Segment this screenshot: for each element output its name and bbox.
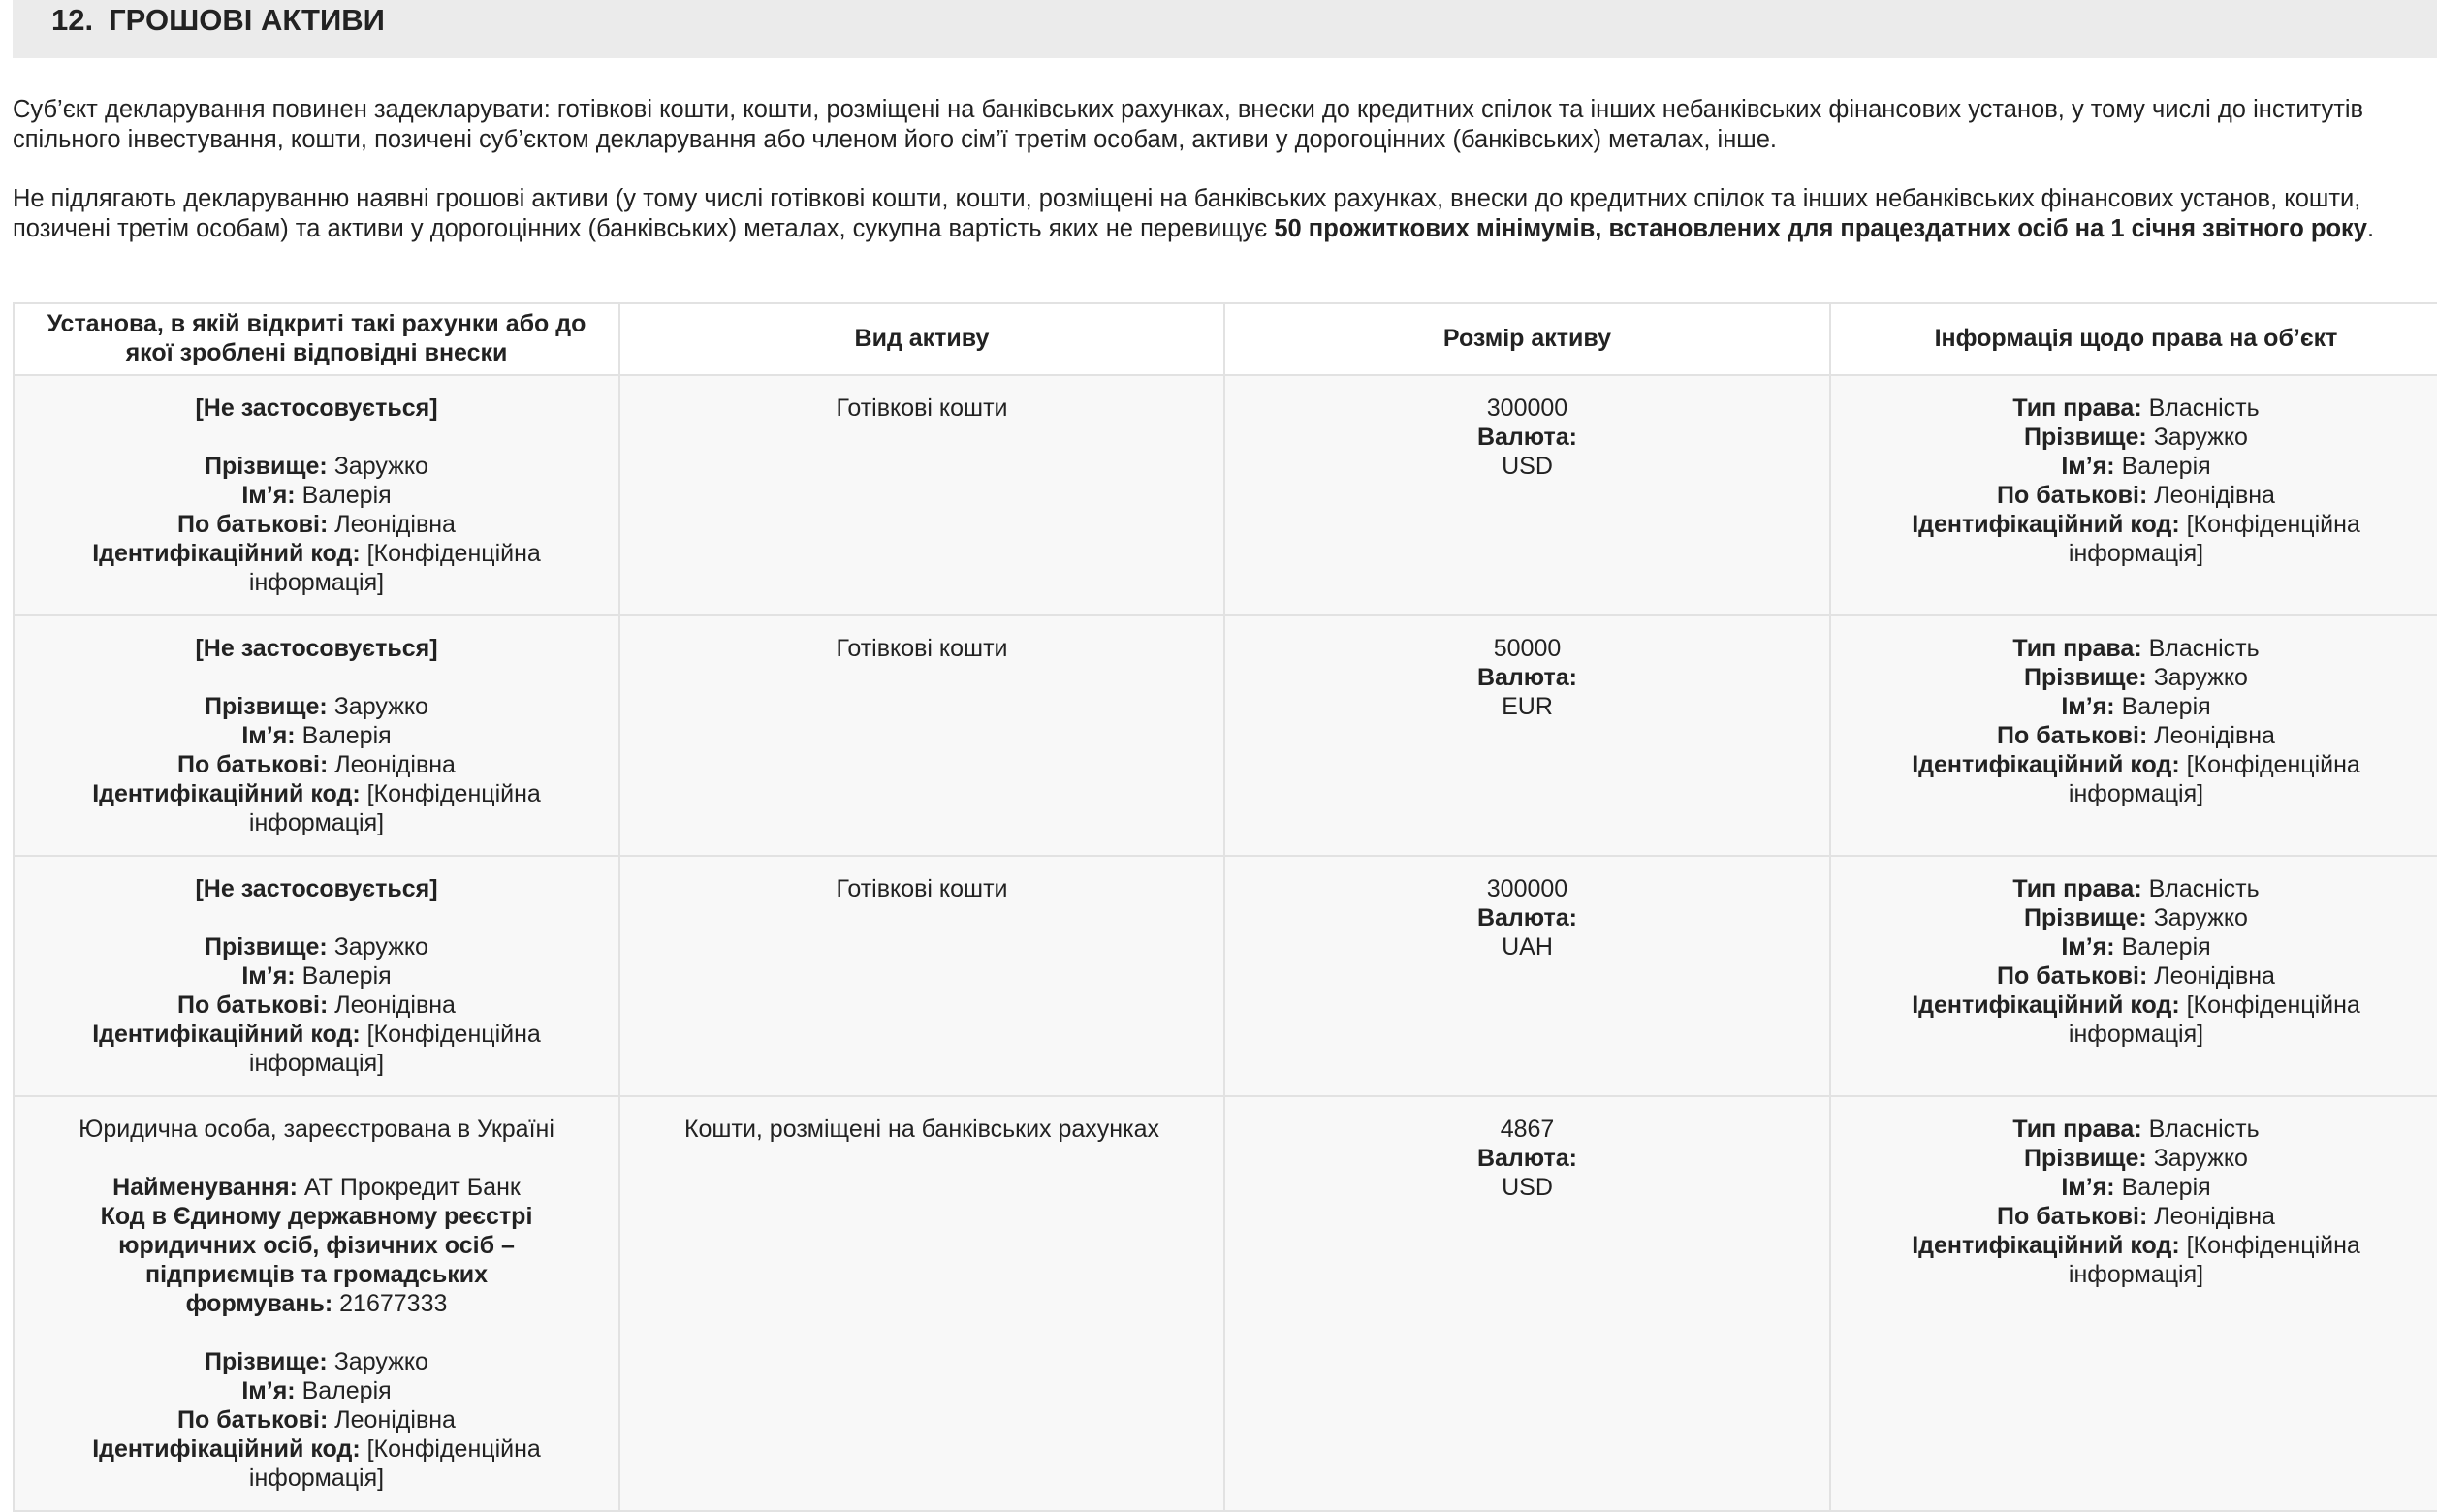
- name-label: Ім’я:: [241, 722, 296, 749]
- institution-cell: [14, 856, 619, 1096]
- right-type-value: Власність: [2148, 875, 2260, 902]
- intro-paragraph-1: Суб’єкт декларування повинен задекларувати: готівкові кошти, кошти, розміщені на банківських рахунках, внески до кредитних спілок та інших небанківських фінансових установ, у тому числі до інститутів спільного інвестування, кошти, позичені суб’єктом декларування або членом його сім’ї третім особам, активи у дорогоцінних (банківських) металах, інше.: [13, 96, 2364, 153]
- right-type-value: Власність: [2148, 394, 2260, 422]
- id-line: [1841, 991, 2431, 1020]
- surname-line: [24, 932, 609, 961]
- id-value-cont: інформація]: [2068, 1261, 2204, 1288]
- asset-size-cell: [1224, 375, 1830, 615]
- rights-cell: [1830, 856, 2437, 1096]
- currency-label: Валюта:: [1476, 424, 1578, 451]
- id-value: [Конфіденційна: [366, 780, 541, 807]
- right-type-label: Тип права:: [2012, 1116, 2142, 1143]
- currency-label: Валюта:: [1476, 1145, 1578, 1172]
- surname-line: [24, 692, 609, 721]
- name-value: Валерія: [301, 482, 392, 509]
- id-line: [1841, 1231, 2431, 1260]
- patronymic-line: [1841, 481, 2431, 510]
- currency-value: USD: [1502, 1174, 1553, 1201]
- currency-value: USD: [1502, 453, 1553, 480]
- name-line: [1841, 1173, 2431, 1202]
- patronymic-label: По батькові:: [177, 751, 329, 778]
- table-row: [14, 615, 2437, 856]
- surname-line: [1841, 663, 2431, 692]
- intro-paragraph-2: [13, 184, 2431, 244]
- id-value-cont: інформація]: [2068, 780, 2204, 807]
- right-type-value: Власність: [2148, 1116, 2260, 1143]
- id-value: [Конфіденційна: [2186, 751, 2360, 778]
- surname-line: [1841, 903, 2431, 932]
- id-value-cont: інформація]: [2068, 1021, 2204, 1048]
- name-label: Ім’я:: [2061, 933, 2115, 961]
- surname-value: Заружко: [333, 693, 428, 720]
- header-institution: Установа, в якій відкриті такі рахунки або до якої зроблені відповідні внески: [14, 303, 619, 375]
- patronymic-value: Леонідівна: [2154, 482, 2275, 509]
- amount-value: 50000: [1493, 635, 1562, 662]
- surname-value: Заружко: [333, 933, 428, 961]
- patronymic-line: [24, 750, 609, 779]
- id-value-cont: інформація]: [248, 809, 385, 836]
- intro-paragraph-2-bold: 50 прожиткових мінімумів, встановлених для працездатних осіб на 1 січня звітного року: [1274, 215, 2367, 242]
- id-value-cont: інформація]: [2068, 540, 2204, 567]
- surname-label: Прізвище:: [2024, 664, 2147, 691]
- patronymic-line: [24, 991, 609, 1020]
- id-line: [24, 539, 609, 568]
- name-line: [24, 961, 609, 991]
- section-header: [13, 0, 2437, 58]
- right-type-value: Власність: [2148, 635, 2260, 662]
- rights-cell: [1830, 375, 2437, 615]
- name-label: Ім’я:: [2061, 1174, 2115, 1201]
- id-label: Ідентифікаційний код:: [92, 1435, 361, 1463]
- patronymic-label: По батькові:: [1997, 1203, 2148, 1230]
- right-type-line: [1841, 634, 2431, 663]
- intro-paragraph-2-text: Не підлягають декларуванню наявні грошові активи (у тому числі готівкові кошти, кошти, розміщені на банківських рахунках, внески до кредитних спілок та інших небанківських фінансових установ, кошти, позичені третім особам) та активи у дорогоцінних (банківських) металах, сукупна вартість яких не перевищує: [13, 185, 2361, 242]
- id-line: [1841, 750, 2431, 779]
- patronymic-value: Леонідівна: [334, 1406, 456, 1433]
- name-value: Валерія: [2121, 1174, 2211, 1201]
- patronymic-label: По батькові:: [1997, 962, 2148, 990]
- table-header-row: [14, 303, 2437, 375]
- header-asset-size: Розмір активу: [1224, 303, 1830, 375]
- right-type-label: Тип права:: [2012, 394, 2142, 422]
- header-rights-info: Інформація щодо права на об’єкт: [1830, 303, 2437, 375]
- surname-line: [24, 452, 609, 481]
- amount-value: 300000: [1486, 394, 1568, 422]
- asset-size-cell: [1224, 615, 1830, 856]
- id-line: [24, 779, 609, 808]
- patronymic-value: Леонідівна: [334, 992, 456, 1019]
- surname-label: Прізвище:: [2024, 1145, 2147, 1172]
- name-value: Валерія: [2121, 933, 2211, 961]
- id-value-cont: інформація]: [248, 569, 385, 596]
- section-number: 12.: [51, 3, 94, 37]
- surname-label: Прізвище:: [205, 933, 328, 961]
- registry-code-label: підприємців та громадських: [145, 1261, 488, 1288]
- table-row: [14, 375, 2437, 615]
- currency-label: Валюта:: [1476, 664, 1578, 691]
- id-label: Ідентифікаційний код:: [92, 780, 361, 807]
- patronymic-label: По батькові:: [177, 511, 329, 538]
- amount-value: 4867: [1500, 1116, 1555, 1143]
- rights-cell: [1830, 1096, 2437, 1511]
- name-label: Ім’я:: [2061, 693, 2115, 720]
- amount-value: 300000: [1486, 875, 1568, 902]
- org-name-value: АТ Прокредит Банк: [303, 1174, 521, 1201]
- name-value: Валерія: [301, 722, 392, 749]
- patronymic-value: Леонідівна: [2154, 962, 2275, 990]
- right-type-label: Тип права:: [2012, 875, 2142, 902]
- id-value-cont: інформація]: [248, 1465, 385, 1492]
- surname-value: Заружко: [333, 453, 428, 480]
- surname-value: Заружко: [2153, 664, 2248, 691]
- right-type-line: [1841, 394, 2431, 423]
- id-value: [Конфіденційна: [2186, 992, 2360, 1019]
- registry-code-line: [24, 1289, 609, 1318]
- id-value: [Конфіденційна: [2186, 1232, 2360, 1259]
- patronymic-value: Леонідівна: [2154, 722, 2275, 749]
- currency-label: Валюта:: [1476, 904, 1578, 931]
- name-line: [1841, 452, 2431, 481]
- name-line: [1841, 692, 2431, 721]
- asset-type-cell: Готівкові кошти: [619, 856, 1224, 1096]
- table-row: [14, 856, 2437, 1096]
- currency-value: EUR: [1502, 693, 1553, 720]
- id-line: [24, 1434, 609, 1464]
- asset-size-cell: [1224, 856, 1830, 1096]
- id-label: Ідентифікаційний код:: [1912, 751, 2180, 778]
- spacer: [24, 663, 609, 692]
- surname-label: Прізвище:: [205, 693, 328, 720]
- registry-code-value: 21677333: [339, 1290, 448, 1317]
- monetary-assets-table: [13, 302, 2437, 1512]
- id-label: Ідентифікаційний код:: [92, 540, 361, 567]
- institution-main: [Не застосовується]: [195, 635, 438, 662]
- surname-line: [1841, 423, 2431, 452]
- patronymic-label: По батькові:: [177, 1406, 329, 1433]
- spacer: [24, 423, 609, 452]
- surname-label: Прізвище:: [2024, 904, 2147, 931]
- asset-type-cell: Кошти, розміщені на банківських рахунках: [619, 1096, 1224, 1511]
- institution-cell: [14, 1096, 619, 1511]
- surname-line: [24, 1347, 609, 1376]
- institution-main: [Не застосовується]: [195, 394, 438, 422]
- id-line: [24, 1020, 609, 1049]
- id-label: Ідентифікаційний код:: [1912, 992, 2180, 1019]
- institution-cell: [14, 615, 619, 856]
- patronymic-value: Леонідівна: [334, 511, 456, 538]
- surname-value: Заружко: [333, 1348, 428, 1375]
- currency-value: UAH: [1502, 933, 1553, 961]
- right-type-label: Тип права:: [2012, 635, 2142, 662]
- rights-cell: [1830, 615, 2437, 856]
- registry-code-label: юридичних осіб, фізичних осіб –: [118, 1232, 515, 1259]
- name-line: [24, 481, 609, 510]
- name-line: [1841, 932, 2431, 961]
- patronymic-label: По батькові:: [1997, 482, 2148, 509]
- surname-value: Заружко: [2153, 904, 2248, 931]
- name-label: Ім’я:: [2061, 453, 2115, 480]
- patronymic-line: [1841, 961, 2431, 991]
- id-label: Ідентифікаційний код:: [1912, 511, 2180, 538]
- institution-main: [Не застосовується]: [195, 875, 438, 902]
- patronymic-line: [24, 510, 609, 539]
- surname-value: Заружко: [2153, 1145, 2248, 1172]
- org-name-line: [24, 1173, 609, 1202]
- name-value: Валерія: [301, 962, 392, 990]
- asset-size-cell: [1224, 1096, 1830, 1511]
- surname-label: Прізвище:: [205, 1348, 328, 1375]
- id-label: Ідентифікаційний код:: [92, 1021, 361, 1048]
- patronymic-label: По батькові:: [1997, 722, 2148, 749]
- registry-code-label: формувань:: [185, 1290, 333, 1317]
- name-label: Ім’я:: [241, 962, 296, 990]
- name-label: Ім’я:: [241, 1377, 296, 1404]
- asset-type-cell: Готівкові кошти: [619, 375, 1224, 615]
- name-line: [24, 721, 609, 750]
- spacer: [24, 1318, 609, 1347]
- surname-value: Заружко: [2153, 424, 2248, 451]
- id-value: [Конфіденційна: [366, 540, 541, 567]
- surname-label: Прізвище:: [205, 453, 328, 480]
- org-name-label: Найменування:: [112, 1174, 298, 1201]
- name-value: Валерія: [301, 1377, 392, 1404]
- table-row: [14, 1096, 2437, 1511]
- id-label: Ідентифікаційний код:: [1912, 1232, 2180, 1259]
- name-value: Валерія: [2121, 693, 2211, 720]
- registry-code-label: Код в Єдиному державному реєстрі: [100, 1203, 533, 1230]
- spacer: [24, 903, 609, 932]
- asset-type-cell: Готівкові кошти: [619, 615, 1224, 856]
- section-title: ГРОШОВІ АКТИВИ: [109, 3, 385, 37]
- surname-label: Прізвище:: [2024, 424, 2147, 451]
- right-type-line: [1841, 874, 2431, 903]
- id-value: [Конфіденційна: [366, 1435, 541, 1463]
- institution-cell: [14, 375, 619, 615]
- header-asset-type: Вид активу: [619, 303, 1224, 375]
- institution-main: Юридична особа, зареєстрована в Україні: [79, 1116, 554, 1143]
- id-value: [Конфіденційна: [366, 1021, 541, 1048]
- patronymic-line: [1841, 1202, 2431, 1231]
- intro-paragraph-2-end: .: [2366, 215, 2375, 242]
- id-value-cont: інформація]: [248, 1050, 385, 1077]
- id-line: [1841, 510, 2431, 539]
- name-label: Ім’я:: [241, 482, 296, 509]
- spacer: [24, 1144, 609, 1173]
- intro-text: [13, 95, 2431, 273]
- name-value: Валерія: [2121, 453, 2211, 480]
- right-type-line: [1841, 1115, 2431, 1144]
- patronymic-line: [1841, 721, 2431, 750]
- patronymic-line: [24, 1405, 609, 1434]
- patronymic-value: Леонідівна: [334, 751, 456, 778]
- name-line: [24, 1376, 609, 1405]
- patronymic-label: По батькові:: [177, 992, 329, 1019]
- id-value: [Конфіденційна: [2186, 511, 2360, 538]
- patronymic-value: Леонідівна: [2154, 1203, 2275, 1230]
- surname-line: [1841, 1144, 2431, 1173]
